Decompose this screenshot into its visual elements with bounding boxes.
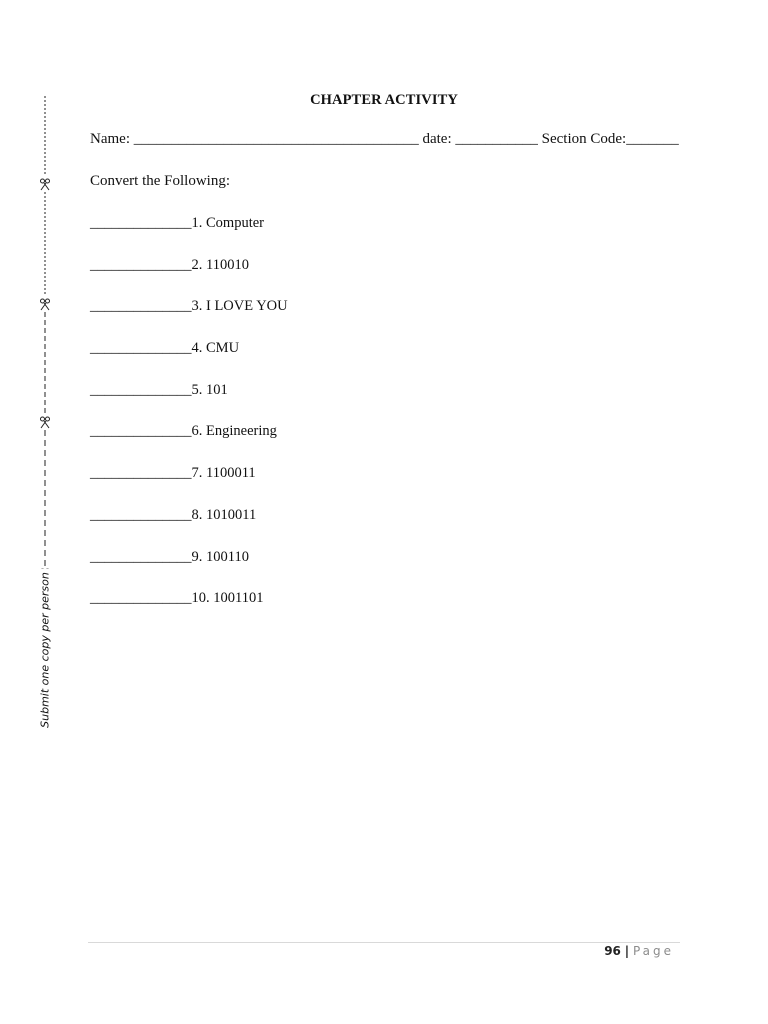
page-label: Page [632, 944, 674, 958]
question-item: ______________6. Engineering [90, 423, 277, 440]
question-item: ______________1. Computer [90, 215, 264, 231]
page-title: CHAPTER ACTIVITY [310, 92, 458, 108]
footer-divider [88, 942, 680, 943]
question-item: ______________4. CMU [90, 340, 240, 357]
question-list [90, 215, 288, 632]
scissors-icon [41, 417, 50, 428]
question-item: ______________5. 101 [90, 381, 228, 398]
page-separator: | [624, 944, 630, 958]
question-item: ______________7. 1100011 [90, 465, 256, 482]
question-item: ______________9. 100110 [90, 548, 249, 565]
scissors-icon [41, 179, 50, 190]
question-item: ______________3. I LOVE YOU [90, 298, 288, 315]
question-item: ______________10. 1001101 [90, 590, 264, 607]
page-footer [604, 944, 674, 958]
question-item: ______________8. 1010011 [90, 506, 257, 523]
scissors-icon [41, 299, 50, 310]
name-date-section-row: Name: ______________________________________ date: ___________ Section Code:_______ [90, 131, 679, 147]
submit-note: Submit one copy per person [39, 569, 52, 731]
instruction-text: Convert the Following: [90, 173, 230, 189]
question-item: ______________2. 110010 [90, 256, 249, 273]
page-number: 96 [604, 944, 621, 958]
